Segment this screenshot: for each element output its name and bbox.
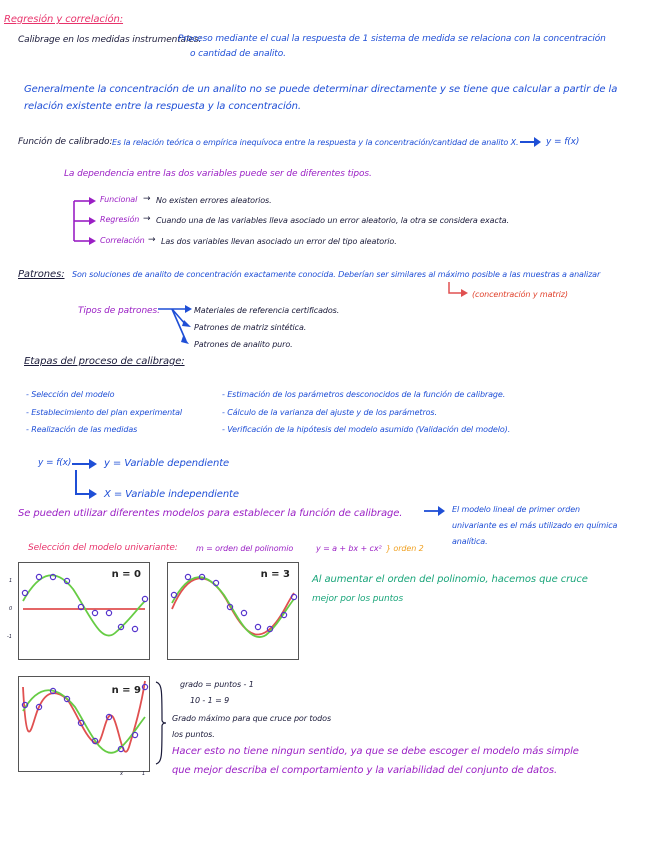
aumentar-line-1: Al aumentar el orden del polinomio, hacemos que cruce	[312, 574, 588, 585]
tipos-arrows-icon	[158, 303, 198, 347]
dependencia-desc-3: Las dos variables llevan asociado un error del tipo aleatorio.	[161, 237, 397, 246]
dependencia-name-2: Regresión	[100, 215, 140, 224]
funcion-text: Es la relación teórica o empírica inequívoca entre la respuesta y la concentración/cantidad de analito X.	[112, 138, 519, 147]
plot-n0	[18, 562, 150, 660]
patrones-note: (concentración y matriz)	[472, 290, 568, 299]
dependencia-desc-1: No existen errores aleatorios.	[156, 196, 272, 205]
modelos-text: Se pueden utilizar diferentes modelos para establecer la función de calibrage.	[18, 508, 403, 519]
general-line-1: Generalmente la concentración de un analito no se puede determinar directamente y se tiene que calcular a partir de la	[24, 84, 618, 95]
etapa-left-1: - Selección del modelo	[26, 390, 115, 399]
axis-x1: 1	[142, 771, 146, 777]
tipo-patron-1: Materiales de referencia certificados.	[194, 306, 340, 315]
calibrage-text-2: o cantidad de analito.	[190, 49, 286, 59]
variables-formula: y = f(x)	[38, 458, 72, 468]
variable-dependiente: y = Variable dependiente	[104, 458, 230, 469]
etapa-left-3: - Realización de las medidas	[26, 425, 138, 434]
seleccion-m: m = orden del polinomio	[196, 544, 294, 553]
arrow-right-icon	[520, 136, 542, 148]
arrow-right-icon	[424, 505, 446, 517]
variable-independiente: X = Variable independiente	[104, 489, 239, 500]
dependencia-desc-2: Cuando una de las variables lleva asociado un error aleatorio, la otra se considera exacta.	[156, 216, 510, 225]
axis-xlabel: x	[120, 771, 123, 777]
patrones-text: Son soluciones de analito de concentración exactamente conocida. Deberían ser similares al máximo posible a las muestras a analizar	[72, 270, 601, 279]
seleccion-label: Selección del modelo univariante:	[28, 543, 178, 553]
grado-line-2: 10 - 1 = 9	[190, 696, 230, 705]
funcion-label: Función de calibrado:	[18, 137, 113, 147]
tipos-label: Tipos de patrones:	[78, 306, 161, 316]
variables-arrows-icon	[68, 456, 102, 502]
grado-line-4: los puntos.	[172, 730, 215, 739]
etapa-left-2: - Establecimiento del plan experimental	[26, 408, 183, 417]
calibrage-label: Calibrage en los medidas instrumentales:	[18, 35, 202, 45]
modelos-note-1: El modelo lineal de primer orden	[452, 505, 581, 514]
dependencia-name-3: Correlación	[100, 236, 145, 245]
bracket-arrows-icon	[68, 197, 102, 247]
grado-line-3: Grado máximo para que cruce por todos	[172, 714, 332, 723]
arrow-elbow-icon	[446, 282, 470, 298]
axis-tick-m1: -1	[7, 634, 12, 640]
etapa-right-3: - Verificación de la hipótesis del modelo asumido (Validación del modelo).	[222, 425, 511, 434]
tipo-patron-2: Patrones de matriz sintética.	[194, 323, 307, 332]
modelos-note-2: univariante es el más utilizado en química	[452, 521, 618, 530]
seleccion-orden: } orden 2	[386, 544, 424, 553]
seleccion-formula: y = a + bx + cx²	[316, 544, 382, 553]
etapa-right-1: - Estimación de los parámetros desconocidos de la función de calibrage.	[222, 390, 506, 399]
axis-tick-1: 1	[9, 578, 13, 584]
dependencia-arrow-2: →	[143, 214, 151, 224]
brace-icon	[154, 680, 168, 766]
calibrage-text-1: Proceso mediante el cual la respuesta de 1 sistema de medida se relaciona con la concentración	[178, 34, 606, 44]
patrones-label: Patrones:	[18, 269, 65, 280]
plot-n9	[18, 676, 150, 772]
dependencia-intro: La dependencia entre las dos variables puede ser de diferentes tipos.	[64, 169, 372, 179]
tipo-patron-3: Patrones de analito puro.	[194, 340, 293, 349]
funcion-formula: y = f(x)	[546, 137, 580, 147]
aumentar-line-2: mejor por los puntos	[312, 594, 404, 604]
modelos-note-3: analítica.	[452, 537, 488, 546]
dependencia-arrow-1: →	[143, 194, 151, 204]
conclusion-line-1: Hacer esto no tiene ningun sentido, ya que se debe escoger el modelo más simple	[172, 746, 579, 757]
etapa-right-2: - Cálculo de la varianza del ajuste y de los parámetros.	[222, 408, 437, 417]
plot-n3-label: n = 3	[260, 569, 290, 580]
plot-n0-label: n = 0	[111, 569, 141, 580]
conclusion-line-2: que mejor describa el comportamiento y la variabilidad del conjunto de datos.	[172, 765, 558, 776]
page-title: Regresión y correlación:	[4, 14, 124, 25]
general-line-2: relación existente entre la respuesta y la concentración.	[24, 101, 301, 112]
grado-line-1: grado = puntos - 1	[180, 680, 254, 689]
dependencia-name-1: Funcional	[100, 195, 138, 204]
plot-n3	[167, 562, 299, 660]
etapas-label: Etapas del proceso de calibrage:	[24, 356, 185, 367]
dependencia-arrow-3: →	[148, 235, 156, 245]
axis-tick-0: 0	[9, 606, 13, 612]
plot-n9-label: n = 9	[111, 685, 141, 696]
